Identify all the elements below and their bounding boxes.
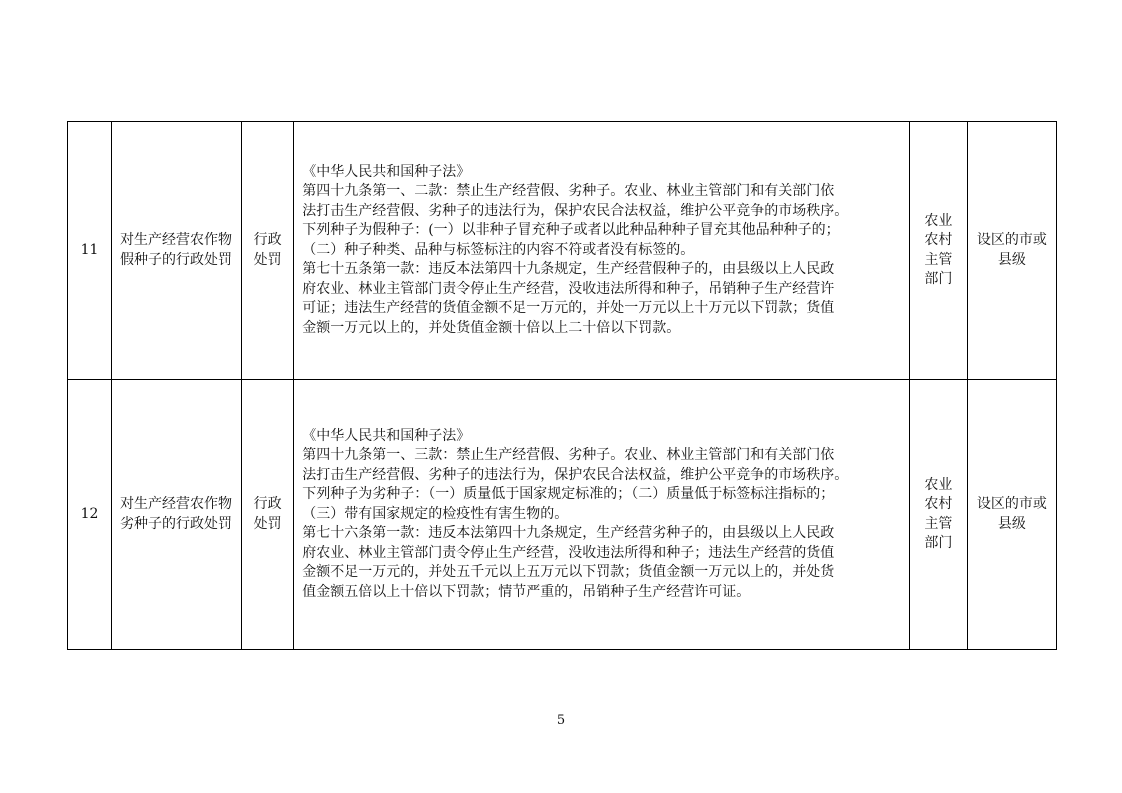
basis-line: 法打击生产经营假、劣种子的违法行为，保护农民合法权益，维护公平竞争的市场秩序。 [302, 202, 849, 219]
legal-basis [294, 163, 909, 339]
basis-line: 金额一万元以上的，并处货值金额十倍以上二十倍以下罚款。 [302, 319, 681, 336]
row-number-cell [68, 380, 112, 650]
penalty-type-cell [242, 122, 294, 380]
table-row [68, 122, 1057, 380]
item-name-cell [112, 122, 242, 380]
legal-basis-cell [294, 380, 910, 650]
penalty-table [67, 121, 1057, 650]
level-cell [967, 380, 1056, 650]
basis-line: 下列种子为劣种子：（一）质量低于国家规定标准的；（二）质量低于标签标注指标的； [302, 486, 835, 503]
item-name: 对生产经营农作物劣种子的行政处罚 [120, 496, 233, 532]
basis-line: 值金额五倍以上十倍以下罚款；情节严重的，吊销种子生产经营许可证。 [302, 583, 751, 600]
basis-line: 《中华人民共和国种子法》 [302, 427, 471, 444]
basis-line: 可证；违法生产经营的货值金额不足一万元的，并处一万元以上十万元以下罚款；货值 [302, 300, 835, 317]
basis-line: 府农业、林业主管部门责令停止生产经营，没收违法所得和种子，吊销种子生产经营许 [302, 280, 835, 297]
department: 农业农村主管部门 [924, 476, 953, 551]
basis-line: 金额不足一万元的，并处五千元以上五万元以下罚款；货值金额一万元以上的，并处货 [302, 564, 835, 581]
basis-line: （三）带有国家规定的检疫性有害生物的。 [302, 505, 569, 522]
basis-line: 第七十五条第一款：违反本法第四十九条规定，生产经营假种子的，由县级以上人民政 [302, 261, 835, 278]
table-row [68, 380, 1057, 650]
item-name: 对生产经营农作物假种子的行政处罚 [120, 232, 233, 268]
department: 农业农村主管部门 [924, 212, 953, 287]
basis-line: 法打击生产经营假、劣种子的违法行为，保护农民合法权益，维护公平竞争的市场秩序。 [302, 466, 849, 483]
basis-line: 第四十九条第一、二款：禁止生产经营假、劣种子。农业、林业主管部门和有关部门依 [302, 183, 835, 200]
level-cell [967, 122, 1056, 380]
department-cell [909, 122, 967, 380]
basis-line: （二）种子种类、品种与标签标注的内容不符或者没有标签的。 [302, 241, 695, 258]
page-number: 5 [556, 713, 566, 728]
jurisdiction-level: 设区的市或县级 [976, 232, 1047, 268]
jurisdiction-level: 设区的市或县级 [976, 496, 1047, 532]
basis-line: 下列种子为假种子：(一）以非种子冒充种子或者以此种品种种子冒充其他品种种子的； [302, 222, 840, 239]
basis-line: 第四十九条第一、三款：禁止生产经营假、劣种子。农业、林业主管部门和有关部门依 [302, 447, 835, 464]
penalty-type: 行政处罚 [253, 496, 282, 532]
penalty-type: 行政处罚 [253, 232, 282, 268]
legal-basis [294, 427, 909, 603]
row-number: 12 [80, 505, 99, 522]
penalty-type-cell [242, 380, 294, 650]
basis-line: 府农业、林业主管部门责令停止生产经营，没收违法所得和种子；违法生产经营的货值 [302, 544, 835, 561]
item-name-cell [112, 380, 242, 650]
row-number: 11 [80, 241, 99, 258]
row-number-cell [68, 122, 112, 380]
basis-line: 第七十六条第一款：违反本法第四十九条规定，生产经营劣种子的，由县级以上人民政 [302, 525, 835, 542]
legal-basis-cell [294, 122, 910, 380]
basis-line: 《中华人民共和国种子法》 [302, 163, 471, 180]
department-cell [909, 380, 967, 650]
